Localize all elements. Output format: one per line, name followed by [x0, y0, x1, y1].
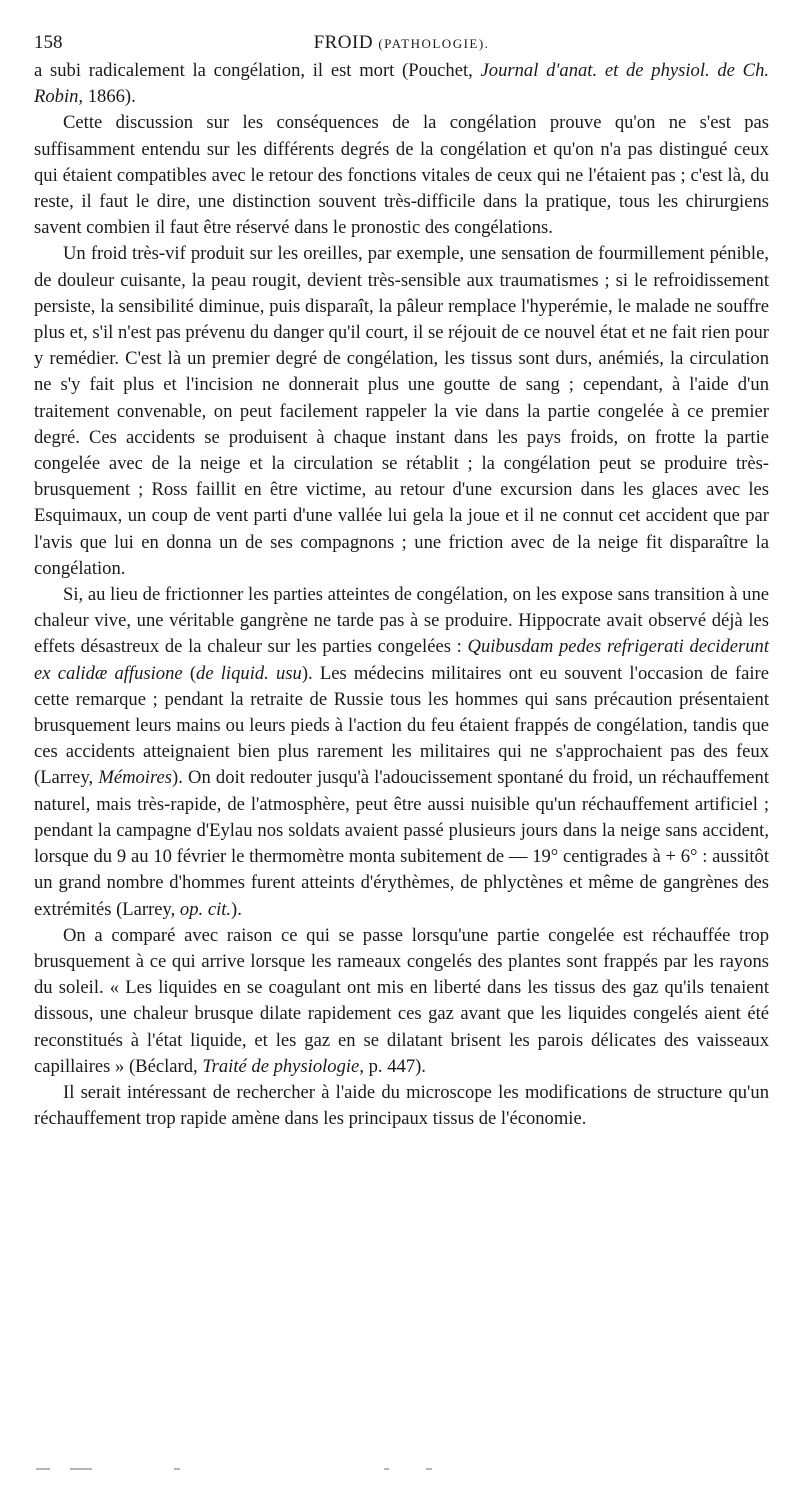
text-run: , p. 447).: [359, 1055, 426, 1077]
paragraph: [34, 1080, 769, 1132]
text-run: Cette discussion sur les conséquences de la congélation prouve qu'on ne s'est pas suffisamment entendu sur les différents degrés de la congélation et qu'on n'a pas distingué ceux qui étaient compatibles avec le retour des fonctions vitales de ceux qui ne l'étaient pas ; c'est là, du reste, il faut le dire, une distinction souvent très-difficile dans la pratique, tous les chirurgiens savent combien il faut être réservé dans le pronostic des congélations.: [34, 112, 769, 239]
scan-speck: [36, 1468, 50, 1470]
italic-text: Quibusdam pedes refrigerati deciderunt ex calidæ affusione: [34, 636, 769, 684]
scan-speck: [70, 1468, 92, 1470]
text-run: (: [182, 662, 197, 684]
paragraph: [34, 110, 769, 241]
book-page: [34, 28, 769, 1132]
text-run: ). On doit redouter jusqu'à l'adoucissement spontané du froid, un réchauffement naturel, mais très-rapide, de l'atmosphère, peut être aussi nuisible qu'un réchauffement artificiel ; pendant la campagne d'Eylau nos soldats avaient passé plusieurs jours dans la neige sans accident, lorsque du 9 au 10 février le thermomètre monta subitement de — 19° centigrades à + 6° : aussitôt un grand nombre d'hommes furent atteints d'érythèmes, de phlyctènes et même de gangrènes des extrémités (Larrey,: [34, 767, 769, 920]
text-run: Si, au lieu de frictionner les parties atteintes de congélation, on les expose sans transition à une chaleur vive, une véritable gangrène ne tarde pas à se produire. Hippocrate avait observé déjà les effets désastreux de la chaleur sur les parties congelées :: [34, 584, 769, 658]
text-run: a subi radicalement la congélation, il est mort (Pouchet,: [34, 60, 481, 81]
paragraph: [34, 923, 769, 1080]
running-title: [34, 32, 769, 54]
italic-text: Journal d'anat. et de physiol. de Ch. Robin,: [34, 60, 770, 108]
paragraph: [34, 241, 769, 582]
running-title-main: FROID: [313, 32, 374, 53]
text-run: 1866).: [83, 86, 136, 108]
italic-text: de liquid. usu: [196, 662, 302, 684]
text-run: On a comparé avec raison ce qui se passe lorsqu'une partie congelée est réchauffée trop brusquement à ce qui arrive lorsque les rameaux congelés des plantes sont frappés par les rayons du soleil. « Les liquides en se coagulant ont mis en liberté dans les tissus des gaz qu'ils tenaient dissous, une chaleur brusque dilate rapidement ces gaz avant que les liquides congelés aient été reconstitués à l'état liquide, et les gaz en se dilatant brisent les parois délicates des vaisseaux capillaires » (Béclard,: [34, 924, 769, 1077]
scan-specks: [34, 1468, 769, 1474]
paragraph-continued: [34, 58, 769, 110]
scan-speck: [384, 1468, 389, 1470]
body-text: [34, 58, 769, 1132]
scan-speck: [174, 1468, 180, 1470]
running-title-subtitle: (PATHOLOGIE).: [378, 36, 490, 51]
italic-text: Traité de physiologie: [202, 1055, 360, 1077]
text-run: Il serait intéressant de rechercher à l'aide du microscope les modifications de structure qu'un réchauffement trop rapide amène dans les principaux tissus de l'économie.: [34, 1081, 769, 1130]
italic-text: op. cit.: [179, 898, 232, 920]
paragraph: [34, 582, 769, 923]
scan-speck: [426, 1468, 432, 1470]
italic-text: Mémoires: [98, 767, 173, 789]
running-head: [34, 28, 769, 58]
page-number: 158: [34, 32, 63, 53]
text-run: Un froid très-vif produit sur les oreilles, par exemple, une sensation de fourmillement pénible, de douleur cuisante, la peau rougit, devient très-sensible aux traumatismes ; si le refroidissement persiste, la sensibilité diminue, puis disparaît, la pâleur remplace l'hyperémie, le malade ne souffre plus et, s'il n'est pas prévenu du danger qu'il court, il se réjouit de ce nouvel état et ne fait rien pour y remédier. C'est là un premier degré de congélation, les tissus sont durs, anémiés, la circulation ne s'y fait plus et l'incision ne donnerait plus une goutte de sang ; cependant, à l'aide d'un traitement convenable, on peut facilement rappeler la vie dans la partie congelée à ce premier degré. Ces accidents se produisent à chaque instant dans les pays froids, on frotte la partie congelée avec de la neige et la circulation se rétablit ; la congélation peut se produire très-brusquement ; Ross faillit en être victime, au retour d'une excursion dans les glaces avec les Esquimaux, un coup de vent parti d'une vallée lui gela la joue et il ne connut cet accident que par l'avis que lui en donna un de ses compagnons ; une friction avec de la neige fit disparaître la congélation.: [34, 243, 769, 579]
text-run: ). Les médecins militaires ont eu souvent l'occasion de faire cette remarque ; pendant la retraite de Russie tous les hommes qui sans précaution présentaient brusquement leurs mains ou leurs pieds à l'action du feu étaient frappés de congélation, tandis que ces accidents atteignaient bien plus rarement les militaires qui ne s'approchaient pas des feux (Larrey,: [34, 662, 769, 789]
text-run: ).: [231, 898, 242, 920]
